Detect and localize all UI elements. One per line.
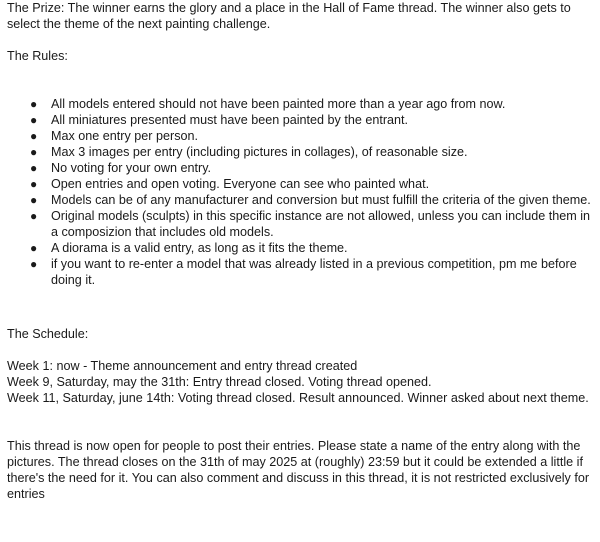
rule-text: Open entries and open voting. Everyone can see who painted what. xyxy=(51,177,430,191)
rule-item xyxy=(7,240,595,256)
bullet-icon: ● xyxy=(30,113,38,127)
bullet-icon: ● xyxy=(30,209,38,223)
rule-item xyxy=(7,112,595,128)
rule-text: All models entered should not have been painted more than a year ago from now. xyxy=(51,97,506,111)
rule-item xyxy=(7,128,595,144)
closing-paragraph: This thread is now open for people to post their entries. Please state a name of the entry along with the pictures. The thread closes on the 31th of may 2025 at (roughly) 23:59 but it could be extended a little if there's the need for it. You can also comment and discuss in this thread, it is not restricted exclusively for entries xyxy=(7,439,590,501)
rule-text: Max one entry per person. xyxy=(51,129,199,143)
schedule-item: Week 11, Saturday, june 14th: Voting thread closed. Result announced. Winner asked about next theme. xyxy=(7,391,589,405)
rules-heading: The Rules: xyxy=(7,49,68,63)
bullet-icon: ● xyxy=(30,129,38,143)
bullet-icon: ● xyxy=(30,177,38,191)
rules-list xyxy=(7,96,595,288)
rule-text: Original models (sculpts) in this specific instance are not allowed, unless you can include them in a composizion that includes old models. xyxy=(51,209,590,239)
schedule-item: Week 1: now - Theme announcement and entry thread created xyxy=(7,359,358,373)
rule-item xyxy=(7,208,595,240)
rule-item xyxy=(7,192,595,208)
rule-item xyxy=(7,256,595,288)
bullet-icon: ● xyxy=(30,241,38,255)
schedule-heading: The Schedule: xyxy=(7,327,89,341)
rule-text: All miniatures presented must have been painted by the entrant. xyxy=(51,113,409,127)
bullet-icon: ● xyxy=(30,257,38,271)
rule-item xyxy=(7,144,595,160)
rule-text: if you want to re-enter a model that was already listed in a previous competition, pm me before doing it. xyxy=(51,257,577,287)
rule-text: A diorama is a valid entry, as long as it fits the theme. xyxy=(51,241,348,255)
bullet-icon: ● xyxy=(30,161,38,175)
bullet-icon: ● xyxy=(30,193,38,207)
prize-paragraph: The Prize: The winner earns the glory and a place in the Hall of Fame thread. The winner also gets to select the theme of the next painting challenge. xyxy=(7,1,571,31)
rule-text: No voting for your own entry. xyxy=(51,161,212,175)
rule-item xyxy=(7,176,595,192)
rule-item xyxy=(7,96,595,112)
rule-text: Models can be of any manufacturer and conversion but must fulfill the criteria of the given theme. xyxy=(51,193,591,207)
rule-text: Max 3 images per entry (including pictures in collages), of reasonable size. xyxy=(51,145,468,159)
rule-item xyxy=(7,160,595,176)
document-page xyxy=(7,0,595,502)
schedule-item: Week 9, Saturday, may the 31th: Entry thread closed. Voting thread opened. xyxy=(7,375,432,389)
bullet-icon: ● xyxy=(30,145,38,159)
bullet-icon: ● xyxy=(30,97,38,111)
schedule-list xyxy=(7,358,595,406)
